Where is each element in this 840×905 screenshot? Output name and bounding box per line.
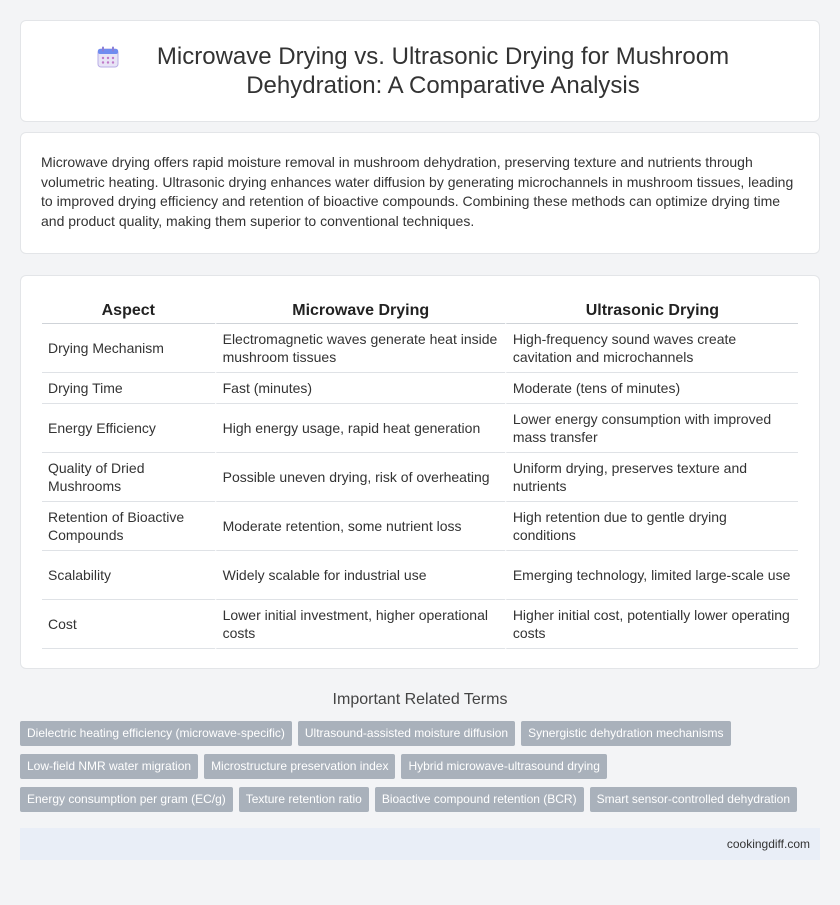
term-tag[interactable]: Ultrasound-assisted moisture diffusion [298, 721, 515, 746]
related-terms-heading: Important Related Terms [332, 691, 508, 708]
table-cell: Uniform drying, preserves texture and nutrients [505, 453, 798, 502]
footer-site-link[interactable]: cookingdiff.com [726, 837, 810, 851]
comparison-table [42, 297, 798, 649]
table-cell: Moderate retention, some nutrient loss [215, 502, 505, 551]
term-tag[interactable]: Bioactive compound retention (BCR) [375, 787, 584, 812]
table-cell: Possible uneven drying, risk of overheating [215, 453, 505, 502]
table-row [42, 453, 798, 502]
term-tag[interactable]: Hybrid microwave-ultrasound drying [401, 754, 606, 779]
term-tag[interactable]: Texture retention ratio [239, 787, 369, 812]
table-cell: Energy Efficiency [42, 404, 215, 453]
table-row [42, 373, 798, 404]
table-cell: Lower energy consumption with improved mass transfer [505, 404, 798, 453]
table-cell: Retention of Bioactive Compounds [42, 502, 215, 551]
table-cell: High-frequency sound waves create cavitation and microchannels [505, 324, 798, 373]
intro-card [20, 132, 820, 254]
footer [20, 828, 820, 860]
table-row [42, 551, 798, 600]
table-cell: Widely scalable for industrial use [215, 551, 505, 600]
related-terms-tags [0, 721, 840, 812]
related-terms-section [0, 691, 840, 812]
comparison-table-card [20, 275, 820, 669]
term-tag[interactable]: Low-field NMR water migration [20, 754, 198, 779]
term-tag[interactable]: Synergistic dehydration mechanisms [521, 721, 730, 746]
table-cell: Emerging technology, limited large-scale use [505, 551, 798, 600]
table-cell: Quality of Dried Mushrooms [42, 453, 215, 502]
table-cell: Moderate (tens of minutes) [505, 373, 798, 404]
header-card [20, 20, 820, 122]
table-row [42, 324, 798, 373]
term-tag[interactable]: Dielectric heating efficiency (microwave-specific) [20, 721, 292, 746]
column-header: Aspect [42, 297, 215, 324]
table-cell: Electromagnetic waves generate heat inside mushroom tissues [215, 324, 505, 373]
calendar-icon [97, 46, 119, 68]
table-cell: Scalability [42, 551, 215, 600]
table-cell: Fast (minutes) [215, 373, 505, 404]
intro-text: Microwave drying offers rapid moisture removal in mushroom dehydration, preserving texture and nutrients through volumetric heating. Ultrasonic drying enhances water diffusion by generating microchannels in mushroom tissues, leading to improved drying efficiency and retention of bioactive compounds. Combining these methods can optimize drying time and product quality, making them superior to conventional techniques. [41, 154, 794, 229]
column-header: Microwave Drying [215, 297, 505, 324]
table-row [42, 502, 798, 551]
table-row [42, 404, 798, 453]
term-tag[interactable]: Smart sensor-controlled dehydration [590, 787, 797, 812]
page-title: Microwave Drying vs. Ultrasonic Drying for Mushroom Dehydration: A Comparative Analysis [156, 43, 730, 99]
table-cell: Cost [42, 600, 215, 649]
table-cell: Drying Mechanism [42, 324, 215, 373]
table-row [42, 600, 798, 649]
table-cell: Drying Time [42, 373, 215, 404]
table-cell: High energy usage, rapid heat generation [215, 404, 505, 453]
column-header: Ultrasonic Drying [505, 297, 798, 324]
term-tag[interactable]: Energy consumption per gram (EC/g) [20, 787, 233, 812]
table-cell: High retention due to gentle drying conditions [505, 502, 798, 551]
term-tag[interactable]: Microstructure preservation index [204, 754, 395, 779]
table-cell: Higher initial cost, potentially lower operating costs [505, 600, 798, 649]
table-cell: Lower initial investment, higher operational costs [215, 600, 505, 649]
table-header-row [42, 297, 798, 324]
